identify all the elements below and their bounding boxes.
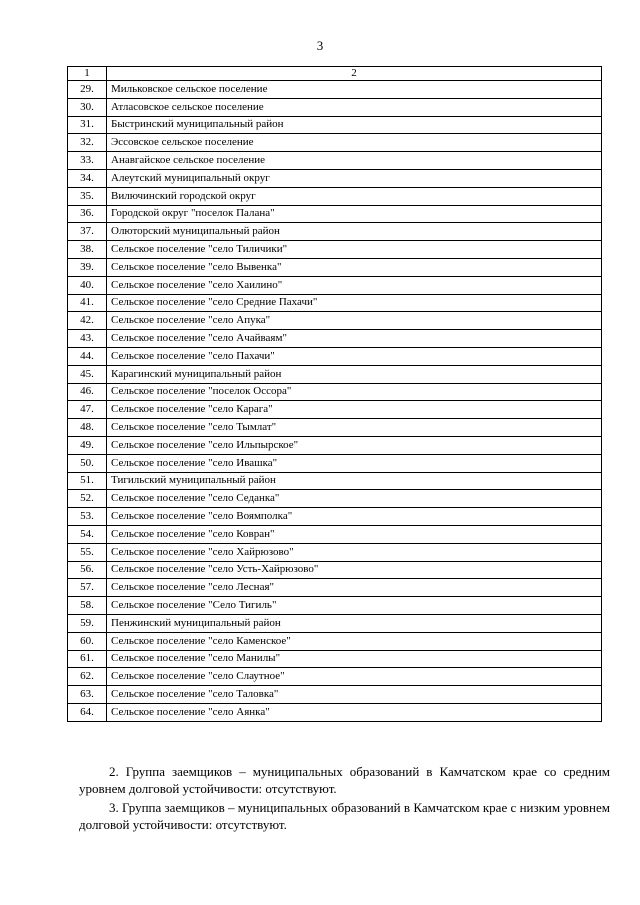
row-municipality-name: Пенжинский муниципальный район (107, 614, 602, 632)
row-municipality-name: Городской округ "поселок Палана" (107, 205, 602, 223)
row-number: 32. (68, 134, 107, 152)
row-number: 50. (68, 454, 107, 472)
row-number: 41. (68, 294, 107, 312)
table-row (68, 81, 602, 99)
table-row (68, 401, 602, 419)
row-municipality-name: Атласовское сельское поселение (107, 98, 602, 116)
row-number: 64. (68, 703, 107, 721)
row-number: 56. (68, 561, 107, 579)
table-row (68, 490, 602, 508)
table-row (68, 169, 602, 187)
table-row (68, 187, 602, 205)
row-municipality-name: Вилючинский городской округ (107, 187, 602, 205)
column-header-name: 2 (107, 67, 602, 81)
row-municipality-name: Сельское поселение "село Пахачи" (107, 347, 602, 365)
row-number: 62. (68, 668, 107, 686)
row-municipality-name: Сельское поселение "село Таловка" (107, 686, 602, 704)
row-number: 54. (68, 525, 107, 543)
row-number: 59. (68, 614, 107, 632)
row-number: 39. (68, 258, 107, 276)
row-number: 63. (68, 686, 107, 704)
table-row (68, 365, 602, 383)
row-number: 58. (68, 597, 107, 615)
row-municipality-name: Карагинский муниципальный район (107, 365, 602, 383)
table-row (68, 347, 602, 365)
table-row (68, 543, 602, 561)
table-row (68, 258, 602, 276)
row-number: 31. (68, 116, 107, 134)
table-row (68, 508, 602, 526)
row-municipality-name: Сельское поселение "село Карага" (107, 401, 602, 419)
row-municipality-name: Сельское поселение "село Хайрюзово" (107, 543, 602, 561)
row-number: 48. (68, 419, 107, 437)
row-municipality-name: Быстринский муниципальный район (107, 116, 602, 134)
table-row (68, 454, 602, 472)
row-number: 55. (68, 543, 107, 561)
table-row (68, 312, 602, 330)
table-row (68, 561, 602, 579)
row-number: 38. (68, 241, 107, 259)
table-row (68, 241, 602, 259)
row-number: 42. (68, 312, 107, 330)
row-number: 37. (68, 223, 107, 241)
row-municipality-name: Сельское поселение "село Ивашка" (107, 454, 602, 472)
table-row (68, 276, 602, 294)
table-row (68, 597, 602, 615)
paragraph-medium-sustainability: 2. Группа заемщиков – муниципальных образований в Камчатском крае со средним уровнем долговой устойчивости: отсутствуют. (79, 764, 610, 796)
row-municipality-name: Эссовское сельское поселение (107, 134, 602, 152)
row-number: 60. (68, 632, 107, 650)
row-number: 52. (68, 490, 107, 508)
row-municipality-name: Сельское поселение "село Слаутное" (107, 668, 602, 686)
row-municipality-name: Сельское поселение "село Ачайваям" (107, 330, 602, 348)
row-municipality-name: Сельское поселение "село Усть-Хайрюзово" (107, 561, 602, 579)
row-municipality-name: Анавгайское сельское поселение (107, 152, 602, 170)
row-number: 53. (68, 508, 107, 526)
row-municipality-name: Сельское поселение "село Каменское" (107, 632, 602, 650)
row-number: 30. (68, 98, 107, 116)
row-number: 49. (68, 436, 107, 454)
table-row (68, 294, 602, 312)
table-row (68, 419, 602, 437)
row-number: 57. (68, 579, 107, 597)
row-number: 46. (68, 383, 107, 401)
table-row (68, 632, 602, 650)
row-number: 35. (68, 187, 107, 205)
row-number: 51. (68, 472, 107, 490)
row-number: 40. (68, 276, 107, 294)
row-number: 61. (68, 650, 107, 668)
table-row (68, 223, 602, 241)
row-number: 44. (68, 347, 107, 365)
row-municipality-name: Сельское поселение "село Хаилино" (107, 276, 602, 294)
row-number: 43. (68, 330, 107, 348)
table-row (68, 98, 602, 116)
table-row (68, 614, 602, 632)
table-row (68, 668, 602, 686)
table-row (68, 472, 602, 490)
table-row (68, 383, 602, 401)
row-municipality-name: Сельское поселение "село Вывенка" (107, 258, 602, 276)
row-municipality-name: Сельское поселение "село Ковран" (107, 525, 602, 543)
row-municipality-name: Сельское поселение "село Тиличики" (107, 241, 602, 259)
table-row (68, 525, 602, 543)
table-row (68, 205, 602, 223)
table-row (68, 703, 602, 721)
table-row (68, 579, 602, 597)
table-row (68, 686, 602, 704)
row-municipality-name: Сельское поселение "поселок Оссора" (107, 383, 602, 401)
page-number: 3 (316, 38, 324, 53)
table-row (68, 330, 602, 348)
municipalities-table (67, 66, 602, 722)
paragraph-low-sustainability: 3. Группа заемщиков – муниципальных образований в Камчатском крае с низким уровнем долговой устойчивости: отсутствуют. (79, 800, 610, 832)
table-row (68, 650, 602, 668)
row-number: 33. (68, 152, 107, 170)
table-row (68, 116, 602, 134)
row-municipality-name: Сельское поселение "село Аянка" (107, 703, 602, 721)
row-municipality-name: Тигильский муниципальный район (107, 472, 602, 490)
row-municipality-name: Сельское поселение "село Лесная" (107, 579, 602, 597)
row-municipality-name: Сельское поселение "село Ильпырское" (107, 436, 602, 454)
row-municipality-name: Алеутский муниципальный округ (107, 169, 602, 187)
row-municipality-name: Олюторский муниципальный район (107, 223, 602, 241)
table-row (68, 436, 602, 454)
row-municipality-name: Сельское поселение "село Средние Пахачи" (107, 294, 602, 312)
row-number: 34. (68, 169, 107, 187)
column-header-number: 1 (68, 67, 107, 81)
table-row (68, 152, 602, 170)
row-municipality-name: Сельское поселение "село Манилы" (107, 650, 602, 668)
table-row (68, 134, 602, 152)
row-municipality-name: Сельское поселение "село Воямполка" (107, 508, 602, 526)
row-municipality-name: Мильковское сельское поселение (107, 81, 602, 99)
row-municipality-name: Сельское поселение "село Апука" (107, 312, 602, 330)
table-header-row (68, 67, 602, 81)
row-number: 45. (68, 365, 107, 383)
row-number: 36. (68, 205, 107, 223)
row-number: 29. (68, 81, 107, 99)
row-municipality-name: Сельское поселение "село Тымлат" (107, 419, 602, 437)
row-municipality-name: Сельское поселение "село Седанка" (107, 490, 602, 508)
table-body (68, 67, 602, 722)
row-number: 47. (68, 401, 107, 419)
row-municipality-name: Сельское поселение "Село Тигиль" (107, 597, 602, 615)
